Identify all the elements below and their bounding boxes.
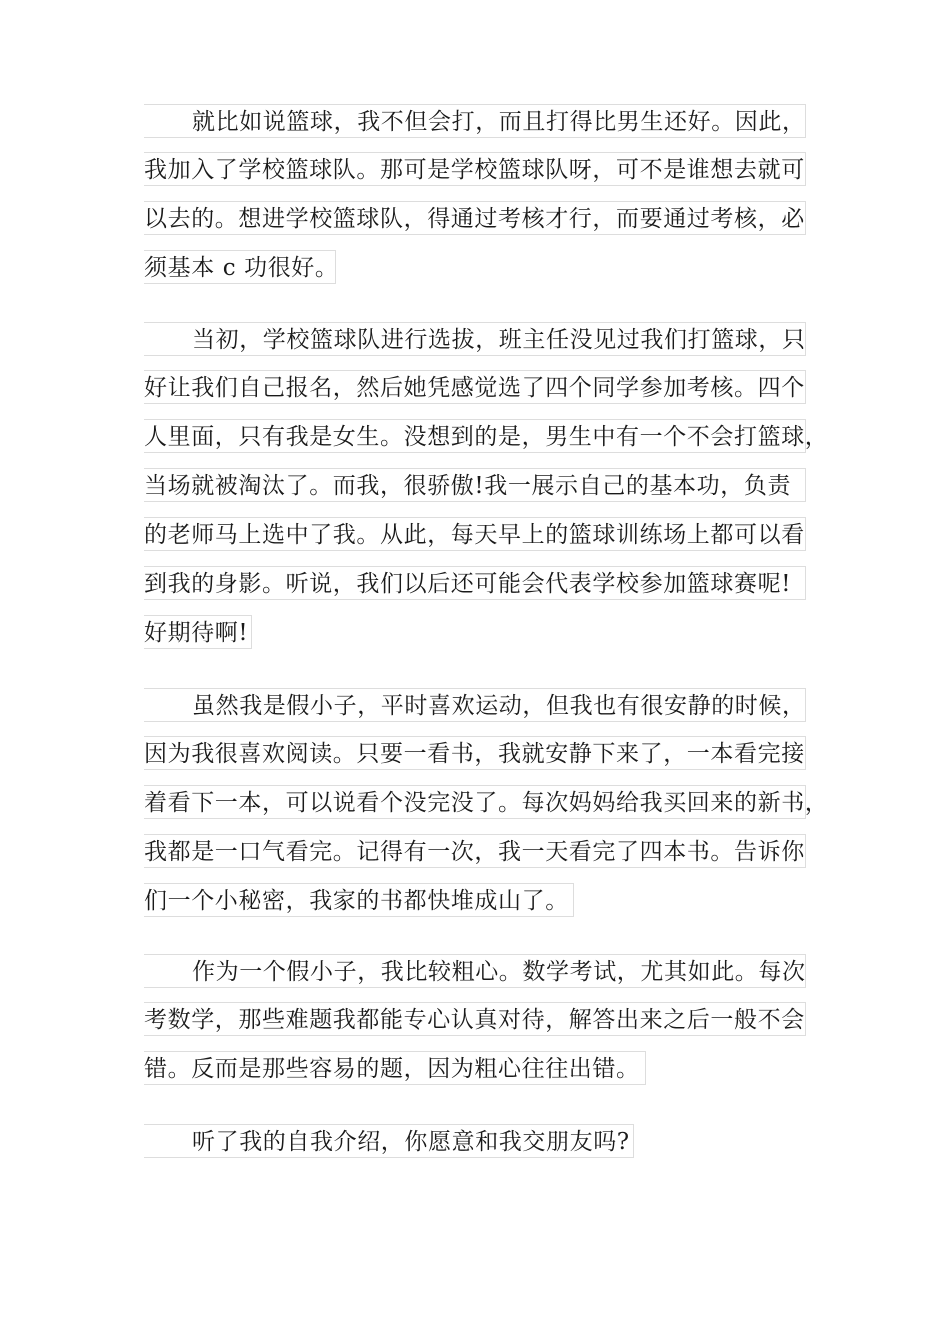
text-line: 们一个小秘密，我家的书都快堆成山了。 [144, 883, 574, 917]
text-line: 虽然我是假小子，平时喜欢运动，但我也有很安静的时候， [144, 688, 806, 722]
text-line: 着看下一本，可以说看个没完没了。每次妈妈给我买回来的新书， [144, 785, 806, 819]
text-line: 人里面，只有我是女生。没想到的是，男生中有一个不会打篮球， [144, 419, 806, 453]
text-line: 作为一个假小子，我比较粗心。数学考试，尤其如此。每次 [144, 954, 806, 988]
text-line: 因为我很喜欢阅读。只要一看书，我就安静下来了，一本看完接 [144, 736, 806, 770]
text-line: 以去的。想进学校篮球队，得通过考核才行，而要通过考核，必 [144, 201, 806, 235]
text-line: 当场就被淘汰了。而我，很骄傲!我一展示自己的基本功，负责 [144, 468, 806, 502]
text-line: 我加入了学校篮球队。那可是学校篮球队呀，可不是谁想去就可 [144, 152, 806, 186]
text-line: 就比如说篮球，我不但会打，而且打得比男生还好。因此， [144, 104, 806, 138]
text-line: 我都是一口气看完。记得有一次，我一天看完了四本书。告诉你 [144, 834, 806, 868]
text-line: 须基本 c 功很好。 [144, 250, 336, 284]
text-line: 的老师马上选中了我。从此，每天早上的篮球训练场上都可以看 [144, 517, 806, 551]
text-line: 到我的身影。听说，我们以后还可能会代表学校参加篮球赛呢! [144, 566, 806, 600]
text-line: 考数学，那些难题我都能专心认真对待，解答出来之后一般不会 [144, 1002, 806, 1036]
text-line: 听了我的自我介绍，你愿意和我交朋友吗? [144, 1124, 634, 1158]
text-line: 当初，学校篮球队进行选拔，班主任没见过我们打篮球，只 [144, 322, 806, 356]
text-line: 错。反而是那些容易的题，因为粗心往往出错。 [144, 1051, 646, 1085]
text-line: 好让我们自己报名，然后她凭感觉选了四个同学参加考核。四个 [144, 370, 806, 404]
text-line: 好期待啊! [144, 615, 252, 649]
